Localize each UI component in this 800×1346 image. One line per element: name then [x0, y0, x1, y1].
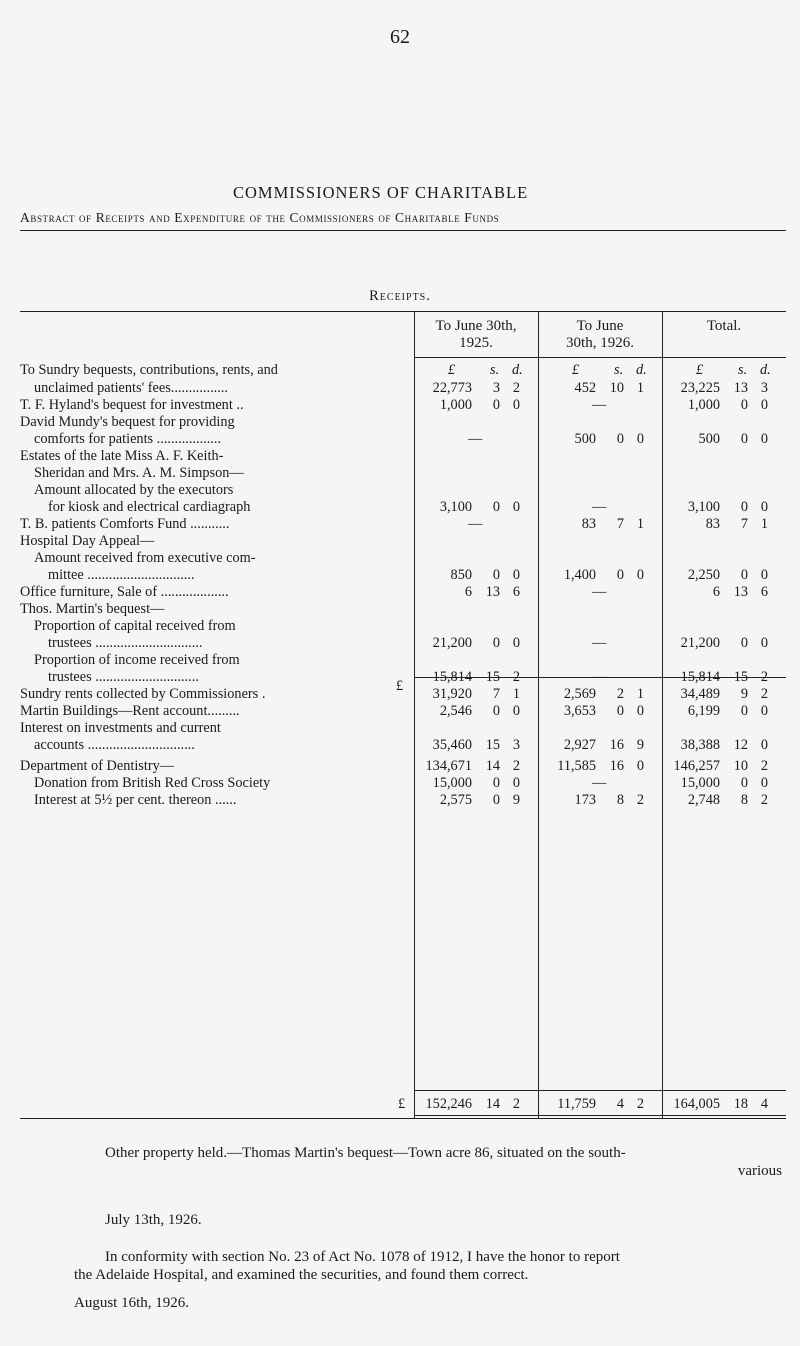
description-line: Interest at 5½ per cent. thereon ...... — [34, 792, 237, 808]
amount-shillings: 0 — [492, 703, 500, 719]
total-top-rule — [415, 1090, 786, 1091]
amount-pence: 0 — [636, 567, 644, 583]
amount-shillings: 0 — [492, 397, 500, 413]
amount-pence: 2 — [636, 792, 644, 808]
amount-pounds: 2,927 — [563, 737, 596, 753]
amount-pounds: 1,000 — [687, 397, 720, 413]
amount-pounds: 2,546 — [439, 703, 472, 719]
amount-shillings: 0 — [740, 567, 748, 583]
description-line: Department of Dentistry— — [20, 758, 175, 774]
amount-pence: 2 — [512, 1096, 520, 1112]
amount-pounds: 152,246 — [425, 1096, 472, 1112]
amount-pounds: 1,400 — [563, 567, 596, 583]
amount-shillings: 10 — [733, 758, 748, 774]
description-line: To Sundry bequests, contributions, rents, and — [20, 362, 278, 378]
amount-pence: 0 — [760, 499, 768, 515]
amount-pounds: 134,671 — [425, 758, 472, 774]
amount-shillings: 0 — [740, 431, 748, 447]
amount-shillings: 15 — [733, 669, 748, 685]
subtotal-pound-sign: £ — [396, 678, 404, 694]
description-line: Donation from British Red Cross Society — [34, 775, 271, 791]
description-line: Interest on investments and current — [20, 720, 221, 736]
amount-pounds: 35,460 — [432, 737, 472, 753]
description-line: mittee .............................. — [48, 567, 195, 583]
total-pound-sign: £ — [398, 1096, 406, 1112]
amount-pence: 0 — [636, 431, 644, 447]
total-bottom-rule — [415, 1115, 786, 1116]
description-line: Martin Buildings—Rent account......... — [20, 703, 240, 719]
amount-shillings: 0 — [616, 431, 624, 447]
amount-pence: 1 — [760, 516, 768, 532]
amount-pence: 6 — [760, 584, 768, 600]
amount-shillings: 10 — [609, 380, 624, 396]
empty-cell-dash: — — [468, 431, 483, 447]
column-header-1: To June 30th, — [435, 318, 517, 334]
column-header-2: To June — [576, 318, 624, 334]
amount-pounds: 1,000 — [439, 397, 472, 413]
amount-pence: 0 — [760, 431, 768, 447]
amount-pence: 2 — [512, 669, 520, 685]
amount-pounds: 23,225 — [680, 380, 720, 396]
conformity-line-2: the Adelaide Hospital, and examined the securities, and found them correct. — [74, 1267, 529, 1283]
amount-pounds: 500 — [574, 431, 596, 447]
amount-shillings: 0 — [492, 775, 500, 791]
currency-shillings-header: s. — [490, 362, 500, 378]
amount-pounds: 6,199 — [687, 703, 720, 719]
amount-pence: 2 — [512, 380, 520, 396]
amount-pence: 0 — [760, 703, 768, 719]
amount-shillings: 0 — [616, 567, 624, 583]
amount-shillings: 7 — [616, 516, 624, 532]
amount-shillings: 0 — [492, 567, 500, 583]
amount-shillings: 7 — [492, 686, 500, 702]
amount-pounds: 21,200 — [680, 635, 720, 651]
column-header-1: 1925. — [459, 335, 493, 351]
amount-shillings: 13 — [733, 584, 748, 600]
amount-shillings: 13 — [485, 584, 500, 600]
amount-shillings: 0 — [740, 775, 748, 791]
description-line: Office furniture, Sale of ................... — [20, 584, 229, 600]
description-line: Amount allocated by the executors — [34, 482, 234, 498]
empty-cell-dash: — — [592, 635, 607, 651]
amount-pounds: 3,100 — [687, 499, 720, 515]
various-note: various — [737, 1163, 782, 1179]
amount-pence: 1 — [512, 686, 520, 702]
amount-pence: 0 — [512, 703, 520, 719]
description-line: Sundry rents collected by Commissioners . — [20, 686, 266, 702]
date-signed-1: July 13th, 1926. — [105, 1212, 202, 1228]
amount-pence: 0 — [636, 703, 644, 719]
description-line: Estates of the late Miss A. F. Keith- — [20, 448, 224, 464]
amount-shillings: 7 — [740, 516, 748, 532]
description-line: Proportion of income received from — [34, 652, 240, 668]
amount-pence: 2 — [760, 792, 768, 808]
amount-shillings: 14 — [485, 758, 500, 774]
amount-shillings: 0 — [492, 635, 500, 651]
amount-pounds: 452 — [574, 380, 596, 396]
amount-pounds: 3,653 — [563, 703, 596, 719]
amount-shillings: 16 — [609, 758, 624, 774]
conformity-line-1: In conformity with section No. 23 of Act No. 1078 of 1912, I have the honor to report — [105, 1249, 620, 1265]
amount-pounds: 34,489 — [680, 686, 720, 702]
description-line: Proportion of capital received from — [34, 618, 236, 634]
amount-pence: 9 — [512, 792, 520, 808]
description-line: Hospital Day Appeal— — [20, 533, 155, 549]
amount-shillings: 8 — [740, 792, 748, 808]
currency-pound-header: £ — [696, 362, 704, 378]
currency-pence-header: d. — [512, 362, 523, 378]
amount-pounds: 15,000 — [432, 775, 472, 791]
amount-pence: 2 — [760, 758, 768, 774]
amount-shillings: 2 — [616, 686, 624, 702]
amount-pounds: 2,575 — [439, 792, 472, 808]
amount-shillings: 0 — [740, 397, 748, 413]
abstract-title: Abstract of Receipts and Expenditure of the Commissioners of Charitable Funds — [20, 210, 500, 225]
amount-pounds: 83 — [705, 516, 720, 532]
amount-pence: 9 — [636, 737, 644, 753]
amount-pence: 0 — [760, 737, 768, 753]
amount-shillings: 14 — [485, 1096, 500, 1112]
amount-pounds: 164,005 — [673, 1096, 720, 1112]
description-line: Thos. Martin's bequest— — [20, 601, 165, 617]
amount-pounds: 15,000 — [680, 775, 720, 791]
description-line: accounts .............................. — [34, 737, 195, 753]
column-header-3: Total. — [706, 318, 742, 334]
amount-pence: 0 — [512, 635, 520, 651]
amount-pounds: 3,100 — [439, 499, 472, 515]
currency-shillings-header: s. — [614, 362, 624, 378]
currency-pence-header: d. — [636, 362, 647, 378]
heading: COMMISSIONERS OF CHARITABLE — [233, 183, 529, 202]
currency-shillings-header: s. — [738, 362, 748, 378]
amount-pounds: 31,920 — [432, 686, 472, 702]
amount-shillings: 8 — [616, 792, 624, 808]
amount-pounds: 83 — [581, 516, 596, 532]
description-line: Amount received from executive com- — [34, 550, 256, 566]
description-line: unclaimed patients' fees................ — [34, 380, 228, 396]
amount-shillings: 9 — [740, 686, 748, 702]
header-underline — [415, 357, 786, 358]
currency-pence-header: d. — [760, 362, 771, 378]
amount-pence: 1 — [636, 516, 644, 532]
amount-pounds: 2,748 — [687, 792, 720, 808]
amount-pounds: 2,569 — [563, 686, 596, 702]
amount-pounds: 850 — [450, 567, 472, 583]
date-signed-2: August 16th, 1926. — [74, 1295, 190, 1311]
amount-pence: 2 — [512, 758, 520, 774]
empty-cell-dash: — — [592, 775, 607, 791]
amount-shillings: 0 — [492, 499, 500, 515]
amount-pence: 0 — [512, 499, 520, 515]
amount-pounds: 15,814 — [432, 669, 472, 685]
amount-pounds: 38,388 — [680, 737, 720, 753]
amount-shillings: 4 — [616, 1096, 624, 1112]
amount-pence: 0 — [636, 758, 644, 774]
description-line: T. B. patients Comforts Fund ........... — [20, 516, 230, 532]
amount-shillings: 3 — [492, 380, 500, 396]
amount-pounds: 15,814 — [680, 669, 720, 685]
amount-pounds: 173 — [574, 792, 596, 808]
amount-shillings: 0 — [740, 635, 748, 651]
amount-pence: 6 — [512, 584, 520, 600]
table-bottom-rule — [20, 1118, 786, 1119]
amount-shillings: 16 — [609, 737, 624, 753]
description-line: T. F. Hyland's bequest for investment .. — [20, 397, 244, 413]
amount-shillings: 18 — [733, 1096, 748, 1112]
amount-pence: 2 — [636, 1096, 644, 1112]
currency-pound-header: £ — [572, 362, 580, 378]
amount-pounds: 11,585 — [557, 758, 596, 774]
amount-shillings: 15 — [485, 669, 500, 685]
currency-pound-header: £ — [448, 362, 456, 378]
empty-cell-dash: — — [592, 397, 607, 413]
description-line: for kiosk and electrical cardiagraph — [48, 499, 251, 515]
description-line: trustees .............................. — [48, 635, 203, 651]
amount-shillings: 0 — [740, 499, 748, 515]
amount-pence: 2 — [760, 686, 768, 702]
amount-shillings: 15 — [485, 737, 500, 753]
amount-pence: 1 — [636, 686, 644, 702]
empty-cell-dash: — — [592, 499, 607, 515]
amount-pence: 0 — [512, 567, 520, 583]
amount-shillings: 12 — [733, 737, 748, 753]
empty-cell-dash: — — [592, 584, 607, 600]
amount-pence: 1 — [636, 380, 644, 396]
amount-shillings: 13 — [733, 380, 748, 396]
amount-pence: 0 — [512, 775, 520, 791]
empty-cell-dash: — — [468, 516, 483, 532]
amount-pounds: 11,759 — [557, 1096, 596, 1112]
amount-pounds: 6 — [712, 584, 720, 600]
amount-pounds: 21,200 — [432, 635, 472, 651]
other-property-note: Other property held.—Thomas Martin's bequest—Town acre 86, situated on the south- — [105, 1145, 626, 1161]
amount-pence: 0 — [760, 567, 768, 583]
amount-pence: 0 — [760, 775, 768, 791]
amount-pounds: 22,773 — [432, 380, 472, 396]
amount-shillings: 0 — [740, 703, 748, 719]
amount-pence: 0 — [760, 397, 768, 413]
empty-cell-dash: — — [592, 669, 607, 685]
description-line: trustees ............................. — [48, 669, 199, 685]
amount-pence: 3 — [760, 380, 768, 396]
amount-shillings: 0 — [616, 703, 624, 719]
amount-pence: 4 — [760, 1096, 768, 1112]
title-rule — [20, 230, 786, 231]
description-line: David Mundy's bequest for providing — [20, 414, 235, 430]
amount-pounds: 146,257 — [673, 758, 720, 774]
amount-pence: 0 — [760, 635, 768, 651]
amount-pence: 2 — [760, 669, 768, 685]
amount-pence: 3 — [512, 737, 520, 753]
column-header-2: 30th, 1926. — [566, 335, 634, 351]
description-line: comforts for patients .................. — [34, 431, 222, 447]
amount-pounds: 2,250 — [687, 567, 720, 583]
description-line: Sheridan and Mrs. A. M. Simpson— — [34, 465, 244, 481]
amount-pounds: 6 — [464, 584, 472, 600]
amount-pence: 0 — [512, 397, 520, 413]
amount-pounds: 500 — [698, 431, 720, 447]
page-number: 62 — [390, 26, 410, 48]
section-title: Receipts. — [369, 288, 431, 304]
amount-shillings: 0 — [492, 792, 500, 808]
table-top-rule — [20, 311, 786, 312]
